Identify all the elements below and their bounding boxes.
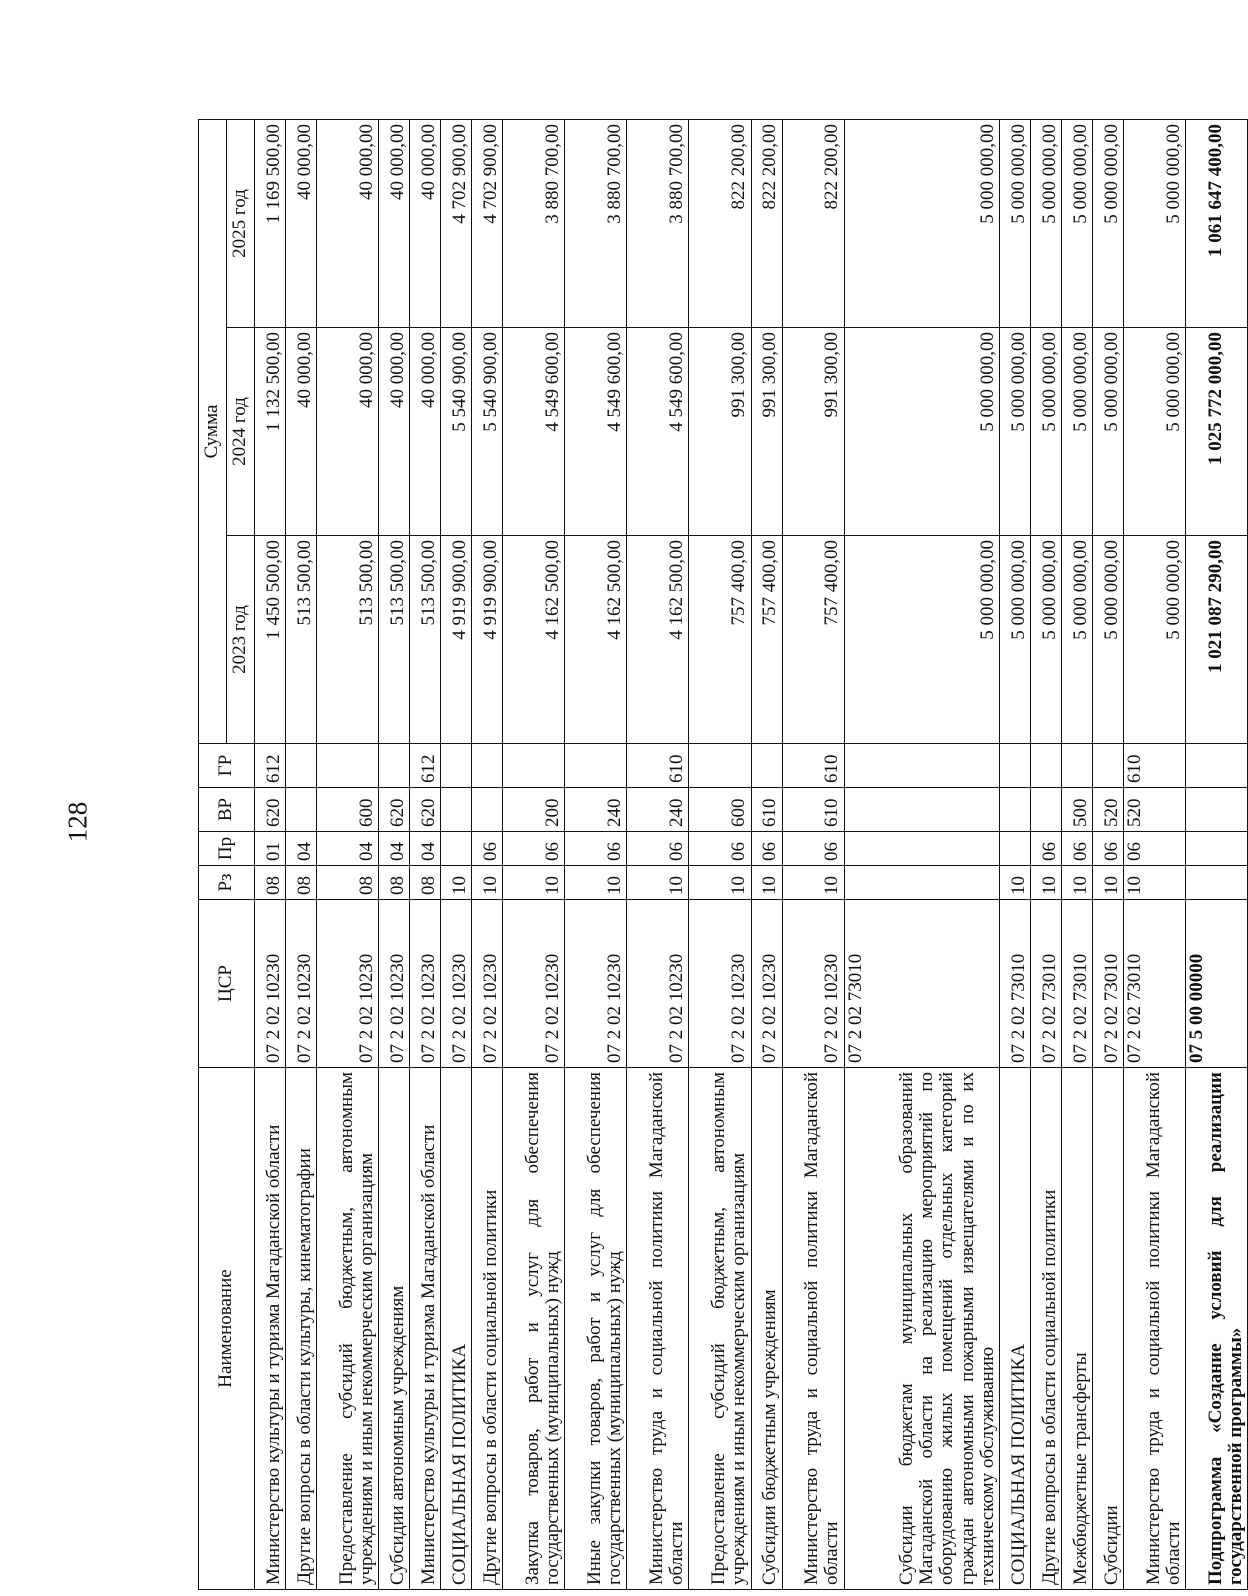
row-gr: 610	[782, 744, 844, 788]
table-row	[1030, 120, 1061, 1590]
row-sum-2023: 4 162 500,00	[503, 536, 565, 744]
row-name: Министерство культуры и туризма Магаданской области	[255, 1068, 286, 1590]
row-sum-2025: 40 000,00	[379, 120, 410, 328]
row-sum-2023: 513 500,00	[286, 536, 317, 744]
row-sum-2024: 4 549 600,00	[565, 328, 627, 536]
row-rz: 10	[1123, 866, 1185, 900]
row-gr	[441, 744, 472, 788]
row-sum-2024: 4 549 600,00	[627, 328, 689, 536]
row-vr: 240	[565, 788, 627, 832]
row-pr: 06	[1092, 832, 1123, 866]
row-gr	[844, 744, 999, 788]
row-pr: 06	[1030, 832, 1061, 866]
row-sum-2025: 822 200,00	[689, 120, 751, 328]
row-csr: 07 2 02 10230	[317, 900, 379, 1068]
total-sum-2025: 1 061 647 400,00	[1185, 120, 1247, 328]
table-row	[317, 120, 379, 1590]
row-sum-2023: 5 000 000,00	[844, 536, 999, 744]
row-gr	[1092, 744, 1123, 788]
row-vr	[441, 788, 472, 832]
row-sum-2025: 822 200,00	[782, 120, 844, 328]
row-rz: 10	[503, 866, 565, 900]
row-rz: 10	[1092, 866, 1123, 900]
row-sum-2023: 5 000 000,00	[1061, 536, 1092, 744]
total-rz	[1185, 866, 1247, 900]
row-sum-2024: 5 000 000,00	[844, 328, 999, 536]
row-sum-2025: 3 880 700,00	[503, 120, 565, 328]
row-sum-2024: 5 000 000,00	[1061, 328, 1092, 536]
row-name: Министерство труда и социальной политики Магаданской области	[627, 1068, 689, 1590]
row-sum-2025: 40 000,00	[286, 120, 317, 328]
row-sum-2024: 5 000 000,00	[999, 328, 1030, 536]
table-row	[1061, 120, 1092, 1590]
row-name: Предоставление субсидий бюджетным, автономным учреждениям и иным некоммерческим организациям	[689, 1068, 751, 1590]
row-vr	[1030, 788, 1061, 832]
row-sum-2023: 4 919 900,00	[441, 536, 472, 744]
row-pr: 06	[503, 832, 565, 866]
row-csr: 07 2 02 10230	[751, 900, 782, 1068]
row-sum-2024: 40 000,00	[379, 328, 410, 536]
row-sum-2024: 5 000 000,00	[1123, 328, 1185, 536]
row-csr: 07 2 02 73010	[1092, 900, 1123, 1068]
row-gr	[689, 744, 751, 788]
row-pr: 04	[286, 832, 317, 866]
row-name: Субсидии	[1092, 1068, 1123, 1590]
total-sum-2023: 1 021 087 290,00	[1185, 536, 1247, 744]
row-rz	[844, 866, 999, 900]
table-row-total	[1185, 120, 1247, 1590]
table-row	[503, 120, 565, 1590]
row-rz: 10	[627, 866, 689, 900]
row-sum-2024: 40 000,00	[410, 328, 441, 536]
row-csr: 07 2 02 10230	[503, 900, 565, 1068]
row-sum-2025: 5 000 000,00	[1123, 120, 1185, 328]
row-rz: 08	[379, 866, 410, 900]
table-row	[410, 120, 441, 1590]
table-row	[844, 120, 999, 1590]
header-year-2025: 2025 год	[227, 120, 255, 328]
table-row	[255, 120, 286, 1590]
row-rz: 10	[472, 866, 503, 900]
row-csr: 07 2 02 10230	[410, 900, 441, 1068]
row-pr	[844, 832, 999, 866]
row-name: Министерство труда и социальной политики Магаданской области	[782, 1068, 844, 1590]
row-name: СОЦИАЛЬНАЯ ПОЛИТИКА	[999, 1068, 1030, 1590]
row-vr	[472, 788, 503, 832]
row-gr	[1061, 744, 1092, 788]
row-sum-2025: 40 000,00	[410, 120, 441, 328]
row-gr	[999, 744, 1030, 788]
row-sum-2025: 1 169 500,00	[255, 120, 286, 328]
row-csr: 07 2 02 73010	[999, 900, 1030, 1068]
row-sum-2025: 4 702 900,00	[472, 120, 503, 328]
total-csr: 07 5 00 00000	[1185, 900, 1247, 1068]
row-csr: 07 2 02 10230	[782, 900, 844, 1068]
row-pr: 06	[565, 832, 627, 866]
table-row	[751, 120, 782, 1590]
row-pr: 06	[782, 832, 844, 866]
row-name: Субсидии автономным учреждениям	[379, 1068, 410, 1590]
row-sum-2024: 991 300,00	[689, 328, 751, 536]
row-sum-2024: 1 132 500,00	[255, 328, 286, 536]
table-row	[286, 120, 317, 1590]
row-sum-2023: 513 500,00	[410, 536, 441, 744]
row-sum-2024: 5 540 900,00	[472, 328, 503, 536]
row-pr: 06	[1123, 832, 1185, 866]
row-name: Субсидии бюджетным учреждениям	[751, 1068, 782, 1590]
row-csr: 07 2 02 10230	[255, 900, 286, 1068]
row-gr	[472, 744, 503, 788]
row-pr	[441, 832, 472, 866]
row-sum-2024: 5 000 000,00	[1030, 328, 1061, 536]
row-pr: 06	[472, 832, 503, 866]
row-sum-2025: 5 000 000,00	[1092, 120, 1123, 328]
row-sum-2023: 4 162 500,00	[627, 536, 689, 744]
row-name: Другие вопросы в области социальной политики	[472, 1068, 503, 1590]
row-sum-2025: 3 880 700,00	[565, 120, 627, 328]
row-sum-2025: 5 000 000,00	[1030, 120, 1061, 328]
row-pr: 04	[410, 832, 441, 866]
row-name: Министерство культуры и туризма Магаданской области	[410, 1068, 441, 1590]
table-row	[472, 120, 503, 1590]
row-sum-2023: 5 000 000,00	[1030, 536, 1061, 744]
table-row	[782, 120, 844, 1590]
total-vr	[1185, 788, 1247, 832]
row-csr: 07 2 02 10230	[689, 900, 751, 1068]
header-rz: Рз	[199, 866, 255, 900]
row-sum-2023: 513 500,00	[317, 536, 379, 744]
row-rz: 10	[565, 866, 627, 900]
row-rz: 10	[782, 866, 844, 900]
table-row	[565, 120, 627, 1590]
row-rz: 08	[286, 866, 317, 900]
row-vr: 520	[1123, 788, 1185, 832]
row-csr: 07 2 02 73010	[1061, 900, 1092, 1068]
row-gr: 610	[1123, 744, 1185, 788]
row-sum-2025: 4 702 900,00	[441, 120, 472, 328]
page-number: 128	[62, 801, 93, 843]
row-gr: 612	[255, 744, 286, 788]
row-csr: 07 2 02 73010	[1123, 900, 1185, 1068]
row-sum-2024: 40 000,00	[317, 328, 379, 536]
row-name: Другие вопросы в области культуры, кинематографии	[286, 1068, 317, 1590]
row-rz: 10	[1061, 866, 1092, 900]
row-rz: 08	[410, 866, 441, 900]
row-vr: 610	[782, 788, 844, 832]
row-name: Межбюджетные трансферты	[1061, 1068, 1092, 1590]
row-gr	[503, 744, 565, 788]
header-name: Наименование	[199, 1068, 255, 1590]
row-name: Субсидии бюджетам муниципальных образований Магаданской области на реализацию мероприятий по оборудованию жилых помещений отдельных категорий граждан автономными пожарными извещателями и по их техническому обслуживанию	[844, 1068, 999, 1590]
row-csr: 07 2 02 10230	[379, 900, 410, 1068]
row-csr: 07 2 02 10230	[472, 900, 503, 1068]
row-sum-2023: 1 450 500,00	[255, 536, 286, 744]
row-rz: 10	[689, 866, 751, 900]
row-pr: 06	[689, 832, 751, 866]
row-rz: 10	[999, 866, 1030, 900]
row-gr	[379, 744, 410, 788]
row-sum-2023: 4 919 900,00	[472, 536, 503, 744]
row-csr: 07 2 02 10230	[627, 900, 689, 1068]
row-vr: 620	[379, 788, 410, 832]
row-rz: 10	[441, 866, 472, 900]
row-pr: 04	[379, 832, 410, 866]
table-row	[441, 120, 472, 1590]
row-csr: 07 2 02 73010	[844, 900, 999, 1068]
row-sum-2025: 822 200,00	[751, 120, 782, 328]
row-vr: 600	[317, 788, 379, 832]
row-rz: 08	[255, 866, 286, 900]
row-gr	[1030, 744, 1061, 788]
row-sum-2023: 757 400,00	[689, 536, 751, 744]
row-csr: 07 2 02 10230	[286, 900, 317, 1068]
row-pr: 06	[1061, 832, 1092, 866]
row-rz: 10	[1030, 866, 1061, 900]
row-name: Предоставление субсидий бюджетным, автономным учреждениям и иным некоммерческим организациям	[317, 1068, 379, 1590]
row-sum-2024: 991 300,00	[751, 328, 782, 536]
row-sum-2025: 40 000,00	[317, 120, 379, 328]
header-sum: Сумма	[199, 120, 227, 744]
budget-table-body	[255, 120, 1248, 1590]
header-pr: Пр	[199, 832, 255, 866]
header-year-2024: 2024 год	[227, 328, 255, 536]
row-pr: 06	[627, 832, 689, 866]
row-sum-2024: 5 000 000,00	[1092, 328, 1123, 536]
row-name: Иные закупки товаров, работ и услуг для обеспечения государственных (муниципальных) нужд	[565, 1068, 627, 1590]
table-row	[689, 120, 751, 1590]
row-vr: 500	[1061, 788, 1092, 832]
row-rz: 10	[751, 866, 782, 900]
row-vr	[999, 788, 1030, 832]
row-name: Министерство труда и социальной политики Магаданской области	[1123, 1068, 1185, 1590]
table-row	[999, 120, 1030, 1590]
row-sum-2023: 4 162 500,00	[565, 536, 627, 744]
row-sum-2023: 513 500,00	[379, 536, 410, 744]
row-gr	[286, 744, 317, 788]
row-pr: 06	[751, 832, 782, 866]
header-gr: ГР	[199, 744, 255, 788]
budget-table	[198, 119, 1248, 1590]
row-rz: 08	[317, 866, 379, 900]
row-vr: 200	[503, 788, 565, 832]
row-name: СОЦИАЛЬНАЯ ПОЛИТИКА	[441, 1068, 472, 1590]
row-pr: 04	[317, 832, 379, 866]
row-vr	[844, 788, 999, 832]
row-sum-2023: 5 000 000,00	[1123, 536, 1185, 744]
table-row	[1123, 120, 1185, 1590]
row-sum-2023: 757 400,00	[782, 536, 844, 744]
row-sum-2023: 757 400,00	[751, 536, 782, 744]
total-sum-2024: 1 025 772 000,00	[1185, 328, 1247, 536]
total-name: Подпрограмма «Создание условий для реализации государственной программы»	[1185, 1068, 1247, 1590]
row-name: Другие вопросы в области социальной политики	[1030, 1068, 1061, 1590]
table-row	[627, 120, 689, 1590]
row-vr: 240	[627, 788, 689, 832]
row-csr: 07 2 02 10230	[565, 900, 627, 1068]
total-pr	[1185, 832, 1247, 866]
row-sum-2024: 991 300,00	[782, 328, 844, 536]
row-csr: 07 2 02 10230	[441, 900, 472, 1068]
row-sum-2025: 5 000 000,00	[844, 120, 999, 328]
row-sum-2023: 5 000 000,00	[1092, 536, 1123, 744]
row-vr: 620	[255, 788, 286, 832]
row-gr	[317, 744, 379, 788]
row-vr: 610	[751, 788, 782, 832]
rotated-page-content	[198, 120, 1248, 1590]
header-csr: ЦСР	[199, 900, 255, 1068]
row-vr: 600	[689, 788, 751, 832]
row-vr	[286, 788, 317, 832]
row-sum-2024: 5 540 900,00	[441, 328, 472, 536]
row-name: Закупка товаров, работ и услуг для обеспечения государственных (муниципальных) нужд	[503, 1068, 565, 1590]
table-row	[1092, 120, 1123, 1590]
row-vr: 620	[410, 788, 441, 832]
row-gr	[751, 744, 782, 788]
row-gr: 612	[410, 744, 441, 788]
row-pr: 01	[255, 832, 286, 866]
total-gr	[1185, 744, 1247, 788]
header-year-2023: 2023 год	[227, 536, 255, 744]
row-vr: 520	[1092, 788, 1123, 832]
row-sum-2025: 5 000 000,00	[999, 120, 1030, 328]
row-sum-2024: 40 000,00	[286, 328, 317, 536]
header-vr: ВР	[199, 788, 255, 832]
row-sum-2025: 3 880 700,00	[627, 120, 689, 328]
row-gr	[565, 744, 627, 788]
row-gr: 610	[627, 744, 689, 788]
table-row	[379, 120, 410, 1590]
row-sum-2025: 5 000 000,00	[1061, 120, 1092, 328]
row-sum-2023: 5 000 000,00	[999, 536, 1030, 744]
row-csr: 07 2 02 73010	[1030, 900, 1061, 1068]
row-pr	[999, 832, 1030, 866]
row-sum-2024: 4 549 600,00	[503, 328, 565, 536]
